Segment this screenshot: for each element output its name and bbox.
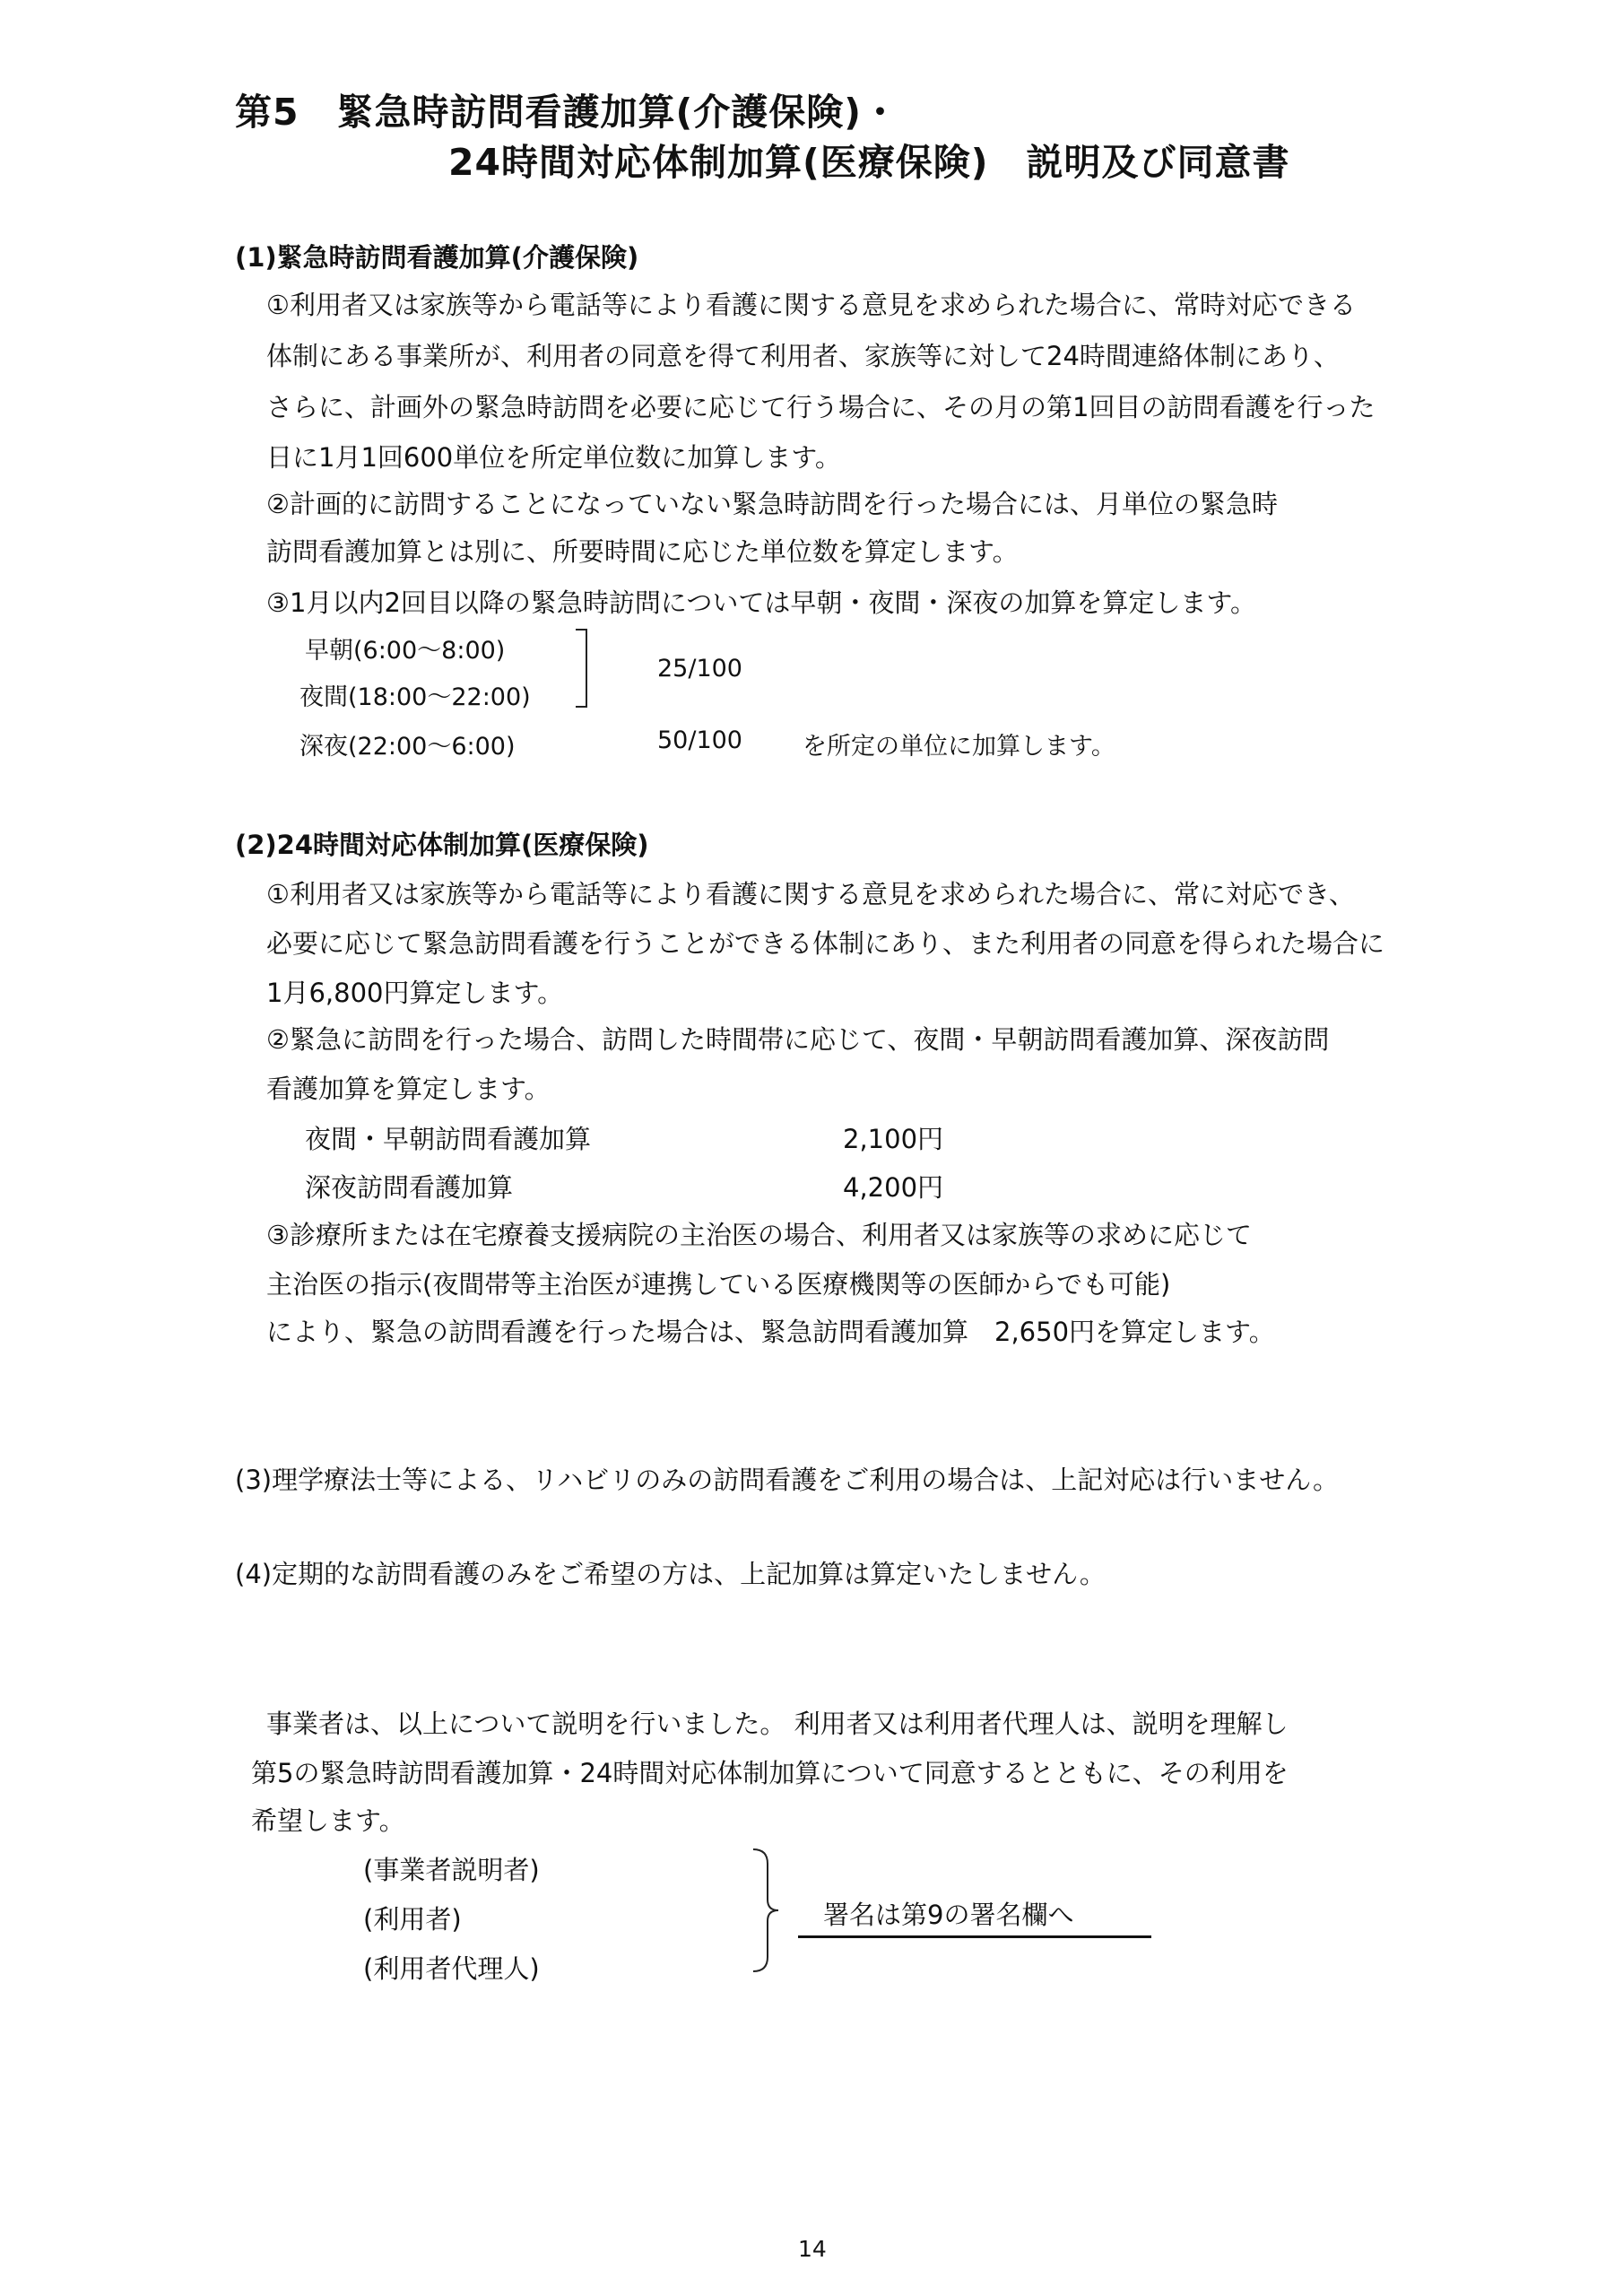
fee-amount: 2,100円 [843, 1124, 944, 1154]
section2-heading: (2)24時間対応体制加算(医療保険) [235, 830, 649, 860]
signature-note: 署名は第9の署名欄へ [823, 1900, 1074, 1930]
title-line-2: 24時間対応体制加算(医療保険) 説明及び同意書 [448, 141, 1290, 184]
fee-label: 深夜訪問看護加算 [305, 1172, 514, 1203]
signature-underline [798, 1935, 1151, 1938]
rate-night-label: 夜間(18:00～22:00) [299, 683, 531, 711]
section1-line: ③1月以内2回目以降の緊急時訪問については早朝・夜間・深夜の加算を算定します。 [266, 587, 1257, 618]
rate-late-label: 深夜(22:00～6:00) [299, 733, 516, 761]
rate-early-label: 早朝(6:00～8:00) [305, 637, 506, 665]
section2-line: 看護加算を算定します。 [266, 1074, 551, 1104]
signer-label: (利用者) [363, 1904, 462, 1935]
section2-line: ③診療所または在宅療養支援病院の主治医の場合、利用者又は家族等の求めに応じて [266, 1220, 1252, 1250]
section2-line: 必要に応じて緊急訪問看護を行うことができる体制にあり、また利用者の同意を得られた場合に [266, 928, 1385, 959]
rate-note: を所定の単位に加算します。 [803, 733, 1115, 761]
consent-line: 希望します。 [251, 1805, 405, 1836]
section1-line: さらに、計画外の緊急時訪問を必要に応じて行う場合に、その月の第1回目の訪問看護を行った [266, 392, 1376, 422]
section4: (4)定期的な訪問看護のみをご希望の方は、上記加算は算定いたしません。 [235, 1559, 1106, 1589]
signer-label: (事業者説明者) [363, 1855, 540, 1885]
fee-label: 夜間・早朝訪問看護加算 [305, 1124, 592, 1154]
section1-line: 体制にある事業所が、利用者の同意を得て利用者、家族等に対して24時間連絡体制にあり、 [266, 341, 1340, 371]
section1-heading: (1)緊急時訪問看護加算(介護保険) [235, 242, 639, 273]
signer-label: (利用者代理人) [363, 1953, 540, 1984]
fee-amount: 4,200円 [843, 1172, 944, 1203]
section1-line: ②計画的に訪問することになっていない緊急時訪問を行った場合には、月単位の緊急時 [266, 489, 1278, 519]
section2-line: 主治医の指示(夜間帯等主治医が連携している医療機関等の医師からでも可能) [266, 1269, 1171, 1300]
rate-bracket [574, 628, 592, 710]
consent-line: 事業者は、以上について説明を行いました。 利用者又は利用者代理人は、説明を理解し [266, 1709, 1289, 1739]
section2-line: により、緊急の訪問看護を行った場合は、緊急訪問看護加算 2,650円を算定します。 [266, 1317, 1275, 1347]
title-line-1: 第5 緊急時訪問看護加算(介護保険)・ [235, 91, 900, 134]
section2-line: ①利用者又は家族等から電話等により看護に関する意見を求められた場合に、常に対応でき、 [266, 879, 1355, 909]
section2-line: ②緊急に訪問を行った場合、訪問した時間帯に応じて、夜間・早朝訪問看護加算、深夜訪問 [266, 1024, 1330, 1055]
section2-line: 1月6,800円算定します。 [266, 978, 564, 1008]
page-number: 14 [798, 2236, 827, 2262]
signer-brace [751, 1848, 787, 1973]
section1-line: 日に1月1回600単位を所定単位数に加算します。 [266, 442, 841, 473]
rate-early-night-value: 25/100 [657, 655, 742, 683]
section1-line: 訪問看護加算とは別に、所要時間に応じた単位数を算定します。 [266, 536, 1019, 567]
section3: (3)理学療法士等による、リハビリのみの訪問看護をご利用の場合は、上記対応は行いません。 [235, 1465, 1339, 1495]
consent-line: 第5の緊急時訪問看護加算・24時間対応体制加算について同意するとともに、その利用を [251, 1758, 1289, 1788]
section1-line: ①利用者又は家族等から電話等により看護に関する意見を求められた場合に、常時対応できる [266, 290, 1357, 320]
rate-late-value: 50/100 [657, 726, 742, 754]
